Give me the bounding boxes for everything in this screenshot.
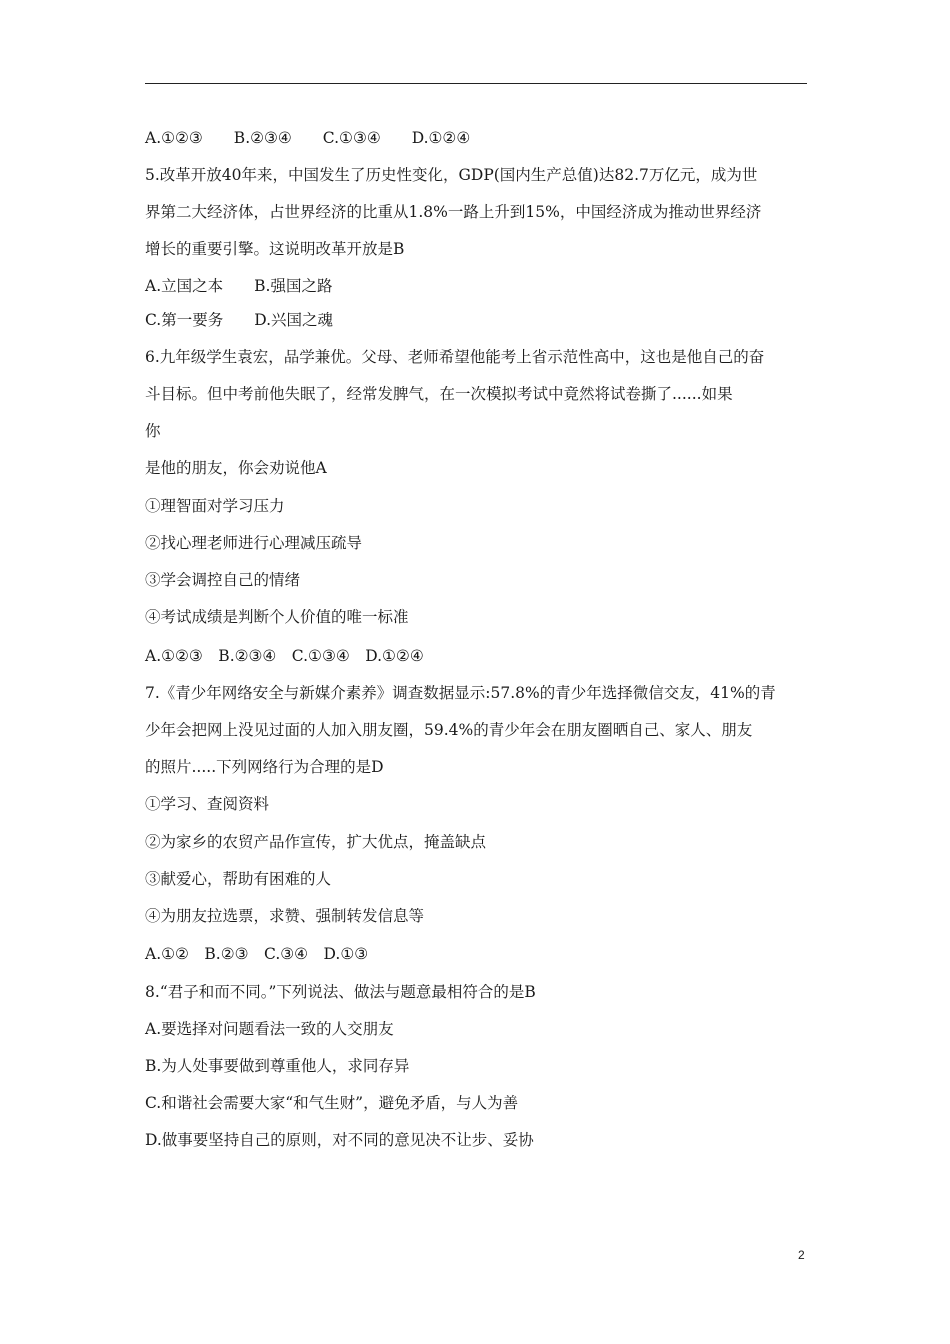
q6-stem-line-3: 你: [145, 422, 161, 440]
header-rule: [145, 83, 807, 84]
q8-option-c: C.和谐社会需要大家“和气生财”，避免矛盾，与人为善: [145, 1094, 519, 1112]
q6-stem-line-2: 斗目标。但中考前他失眠了，经常发脾气，在一次模拟考试中竟然将试卷撕了......如果: [145, 385, 733, 403]
q8-stem: 8.“君子和而不同。”下列说法、做法与题意最相符合的是B: [145, 983, 536, 1001]
q6-stem-line-1: 6.九年级学生袁宏，品学兼优。父母、老师希望他能考上省示范性高中，这也是他自己的奋: [145, 348, 765, 366]
q7-stem-line-1: 7.《青少年网络安全与新媒介素养》调查数据显示:57.8%的青少年选择微信交友，41%的青: [145, 684, 776, 702]
q7-item-2: ②为家乡的农贸产品作宣传，扩大优点，掩盖缺点: [145, 833, 487, 851]
q5-stem-line-2: 界第二大经济体，占世界经济的比重从1.8%一路上升到15%，中国经济成为推动世界经济: [145, 203, 762, 221]
q8-option-d: D.做事要坚持自己的原则，对不同的意见决不让步、妥协: [145, 1131, 534, 1149]
q8-option-a: A.要选择对问题看法一致的人交朋友: [145, 1020, 394, 1038]
q7-options: A.①② B.②③ C.③④ D.①③: [145, 945, 369, 963]
q6-options: A.①②③ B.②③④ C.①③④ D.①②④: [145, 647, 424, 665]
q6-item-3: ③学会调控自己的情绪: [145, 571, 301, 589]
q7-item-1: ①学习、查阅资料: [145, 795, 270, 813]
q5-options-cd: C.第一要务 D.兴国之魂: [145, 311, 334, 329]
q6-item-2: ②找心理老师进行心理减压疏导: [145, 534, 363, 552]
q5-stem-line-1: 5.改革开放40年来，中国发生了历史性变化，GDP(国内生产总值)达82.7万亿元，成为世: [145, 166, 758, 184]
page-number: 2: [798, 1248, 805, 1262]
q6-item-4: ④考试成绩是判断个人价值的唯一标准: [145, 608, 409, 626]
q4-options: A.①②③ B.②③④ C.①③④ D.①②④: [145, 129, 471, 147]
q7-stem-line-2: 少年会把网上没见过面的人加入朋友圈，59.4%的青少年会在朋友圈晒自己、家人、朋友: [145, 721, 753, 739]
q7-stem-line-3: 的照片.....下列网络行为合理的是D: [145, 758, 384, 776]
q6-item-1: ①理智面对学习压力: [145, 497, 285, 515]
q6-stem-line-4: 是他的朋友，你会劝说他A: [145, 459, 327, 477]
q5-options-ab: A.立国之本 B.强国之路: [145, 277, 333, 295]
q7-item-4: ④为朋友拉选票，求赞、强制转发信息等: [145, 907, 425, 925]
q5-stem-line-3: 增长的重要引擎。这说明改革开放是B: [145, 240, 405, 258]
q8-option-b: B.为人处事要做到尊重他人，求同存异: [145, 1057, 410, 1075]
q7-item-3: ③献爱心，帮助有困难的人: [145, 870, 332, 888]
